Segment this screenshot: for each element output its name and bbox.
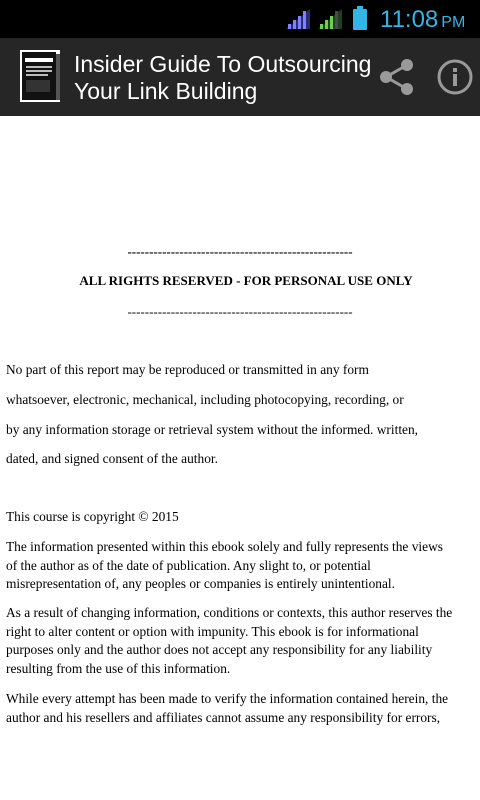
info-icon[interactable] <box>436 58 474 96</box>
separator-top: ---------------------------------------------------- <box>127 244 353 259</box>
paragraph-line: whatsoever, electronic, mechanical, including photocopying, recording, or <box>6 392 404 407</box>
paragraph-line: of the author as of the date of publication. Any slight to, or potential <box>6 557 371 573</box>
paragraph-verify <box>6 690 480 727</box>
document-page <box>0 116 480 800</box>
page-title <box>74 51 374 105</box>
share-icon[interactable] <box>376 56 418 98</box>
book-cover-icon[interactable] <box>20 50 60 102</box>
clock <box>380 6 465 34</box>
paragraph-views <box>6 538 480 594</box>
paragraph-changes <box>6 604 480 678</box>
signal-icon <box>286 9 310 29</box>
title-line-1: Insider Guide To Outsourcing <box>74 51 372 77</box>
paragraph-line: As a result of changing information, conditions or contexts, this author reserves the <box>6 605 453 620</box>
battery-icon <box>352 6 368 30</box>
clock-ampm: PM <box>441 14 466 31</box>
paragraph-line: by any information storage or retrieval system without the informed. written, <box>6 422 419 437</box>
paragraph-line: While every attempt has been made to verify the information contained herein, the <box>6 691 449 706</box>
paragraph-line: The information presented within this ebook solely and fully represents the views <box>6 539 443 554</box>
paragraph-line: No part of this report may be reproduced or transmitted in any form <box>6 362 369 377</box>
clock-time: 11:08 <box>380 6 439 33</box>
rights-heading: ALL RIGHTS RESERVED - FOR PERSONAL USE ONLY <box>79 273 413 288</box>
action-bar <box>0 38 480 116</box>
paragraph-line: right to alter content or option with impunity. This ebook is for informational <box>6 623 419 639</box>
separator-bottom: ---------------------------------------------------- <box>127 304 353 319</box>
copyright-notice: This course is copyright © 2015 <box>6 509 179 524</box>
paragraph-line: resulting from the use of this information. <box>6 660 231 676</box>
paragraph-line: author and his resellers and affiliates cannot assume any responsibility for errors, <box>6 709 441 725</box>
title-line-2: Your Link Building <box>74 78 258 104</box>
status-bar <box>0 0 480 38</box>
paragraph-line: misrepresentation of, any peoples or companies is entirely unintentional. <box>6 576 395 591</box>
paragraph-line: purposes only and the author does not accept any responsibility for any liability <box>6 642 433 657</box>
paragraph-line: dated, and signed consent of the author. <box>6 451 218 466</box>
signal-icon <box>318 9 342 29</box>
